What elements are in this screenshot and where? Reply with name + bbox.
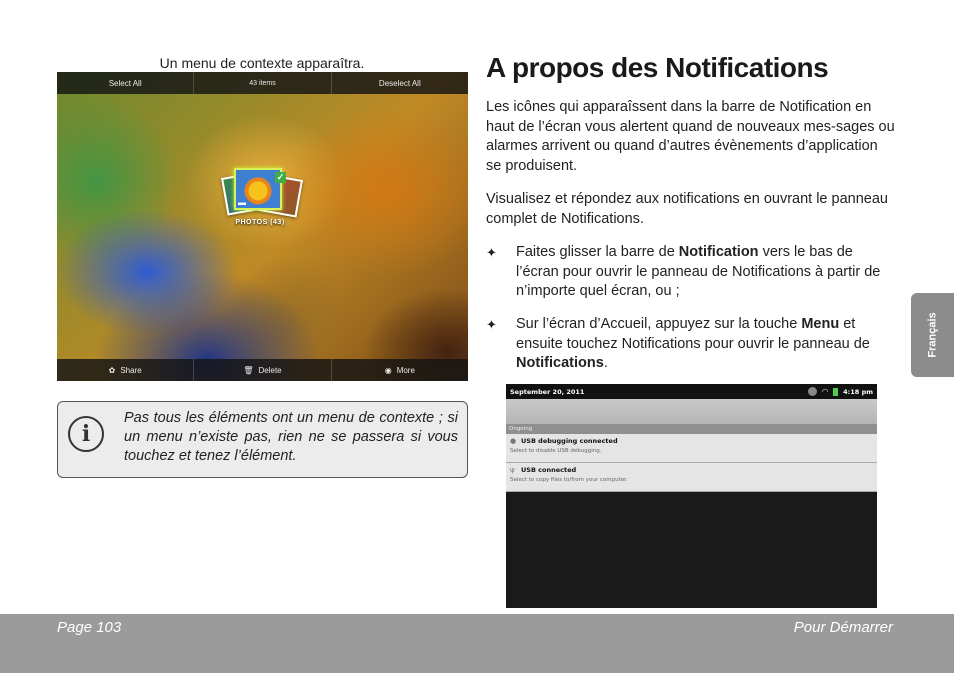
ongoing-header: Ongoing: [506, 424, 877, 434]
more-label: More: [396, 365, 415, 375]
section-title: A propos des Notifications: [486, 52, 829, 83]
status-bar[interactable]: [506, 384, 877, 399]
info-icon: i: [68, 416, 104, 452]
bullet-text: Sur l’écran d’Accueil, appuyez sur la touche: [516, 316, 802, 332]
bullet-text: Faites glisser la barre de: [516, 244, 679, 260]
note-text: Pas tous les éléments ont un menu de contexte ; si un menu n’existe pas, rien ne se passera si vous touchez et tenez l’élément.: [124, 410, 458, 464]
bullet-bold: Menu: [801, 316, 840, 332]
album-label: PHOTOS (43): [235, 219, 285, 226]
deselect-all-button[interactable]: Deselect All: [378, 78, 421, 88]
bullet-text: et ensuite touchez Notifications pour ouvrir le panneau de: [516, 316, 870, 352]
share-icon: ✿: [108, 365, 116, 375]
trash-icon: 🗑: [243, 365, 254, 375]
notification-panel-screenshot: [506, 384, 877, 608]
select-all-button[interactable]: Select All: [57, 72, 194, 94]
bullet-text: .: [603, 355, 608, 371]
notification-desc: Select to copy files to/from your computer.: [510, 477, 628, 483]
wifi-icon: ◠: [821, 387, 829, 396]
item-count: 43 items: [194, 72, 331, 94]
delete-button[interactable]: [194, 359, 331, 381]
battery-icon: [833, 388, 838, 396]
second-paragraph: Visualisez et répondez aux notifications en ouvrant le panneau complet de Notifications.: [486, 191, 888, 227]
language-tab: [911, 293, 954, 377]
info-note: [57, 401, 468, 478]
panel-header: [506, 399, 877, 424]
bullet-item: [486, 315, 896, 374]
android-icon: ●: [510, 437, 517, 445]
gallery-top-bar: [57, 72, 468, 94]
notification-item[interactable]: [506, 434, 877, 463]
footer-section: Pour Démarrer: [793, 619, 893, 636]
bullet-text: vers le bas de l’écran pour ouvrir le panneau de Notifications à partir de n’importe quel écran, ou ;: [516, 244, 881, 299]
share-button[interactable]: [57, 359, 194, 381]
status-time: 4:18 pm: [843, 387, 873, 396]
bullet-bold: Notifications: [516, 355, 604, 371]
notification-desc: Select to disable USB debugging.: [510, 448, 602, 454]
notification-title: USB debugging connected: [521, 437, 618, 445]
intro-paragraph: Les icônes qui apparaîssent dans la barre de Notification en haut de l’écran vous alertent quand de nouveaux mes-sages ou alarmes arrivent ou quand d’autres évènements d’application se produisent.: [486, 99, 895, 174]
more-button[interactable]: [332, 359, 468, 381]
notification-item[interactable]: [506, 463, 877, 492]
gallery-screenshot: [57, 72, 468, 381]
share-label: Share: [120, 365, 142, 375]
page-footer: [0, 614, 954, 673]
photos-album-stack[interactable]: [220, 164, 300, 216]
language-label: Français: [926, 312, 939, 358]
bullet-bold: Notification: [678, 244, 759, 260]
delete-label: Delete: [258, 365, 282, 375]
bullet-item: [486, 243, 896, 302]
page-number: Page 103: [57, 619, 122, 636]
usb-icon: ψ: [510, 466, 515, 474]
more-icon: ◉: [384, 365, 392, 375]
folder-icon: ▬: [238, 198, 246, 207]
notification-title: USB connected: [521, 466, 577, 474]
check-icon: ✓: [276, 172, 285, 182]
star-bullet-icon: ✦: [486, 317, 497, 332]
notification-icon: [808, 387, 817, 396]
screenshot-caption: Un menu de contexte apparaîtra.: [159, 55, 365, 71]
gallery-bottom-bar: [57, 359, 468, 381]
star-bullet-icon: ✦: [486, 245, 497, 260]
status-date: September 20, 2011: [510, 387, 585, 396]
